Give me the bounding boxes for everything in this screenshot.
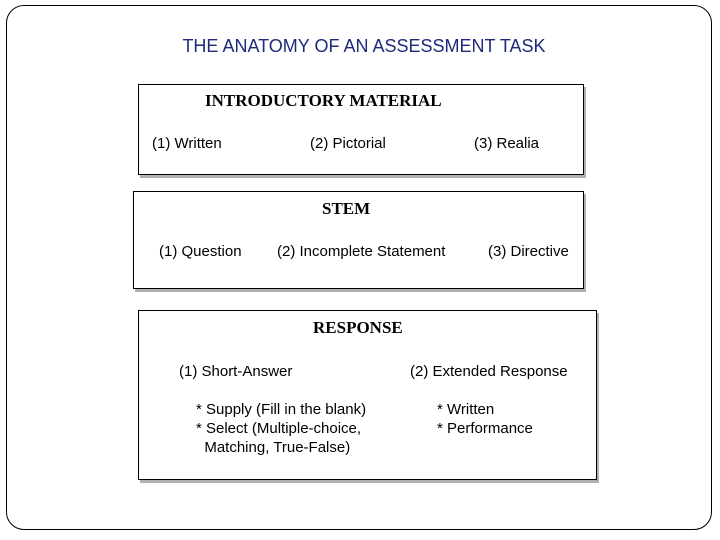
response-extended-details: * Written * Performance bbox=[437, 401, 533, 437]
stem-item-directive: (3) Directive bbox=[488, 243, 569, 260]
response-short-answer-label: (1) Short-Answer bbox=[179, 363, 293, 380]
stem-item-question: (1) Question bbox=[159, 243, 242, 260]
stem-heading: STEM bbox=[322, 199, 371, 218]
intro-item-realia: (3) Realia bbox=[474, 135, 540, 152]
introductory-material-heading: INTRODUCTORY MATERIAL bbox=[205, 91, 442, 110]
intro-item-written: (1) Written bbox=[152, 135, 222, 152]
response-heading: RESPONSE bbox=[313, 318, 403, 337]
intro-item-pictorial: (2) Pictorial bbox=[310, 135, 386, 152]
stem-item-incomplete-statement: (2) Incomplete Statement bbox=[277, 243, 446, 260]
response-short-answer-details: * Supply (Fill in the blank) * Select (Multiple-choice, Matching, True-False) bbox=[196, 401, 367, 456]
slide-title: THE ANATOMY OF AN ASSESSMENT TASK bbox=[182, 36, 546, 56]
response-extended-label: (2) Extended Response bbox=[410, 363, 568, 380]
